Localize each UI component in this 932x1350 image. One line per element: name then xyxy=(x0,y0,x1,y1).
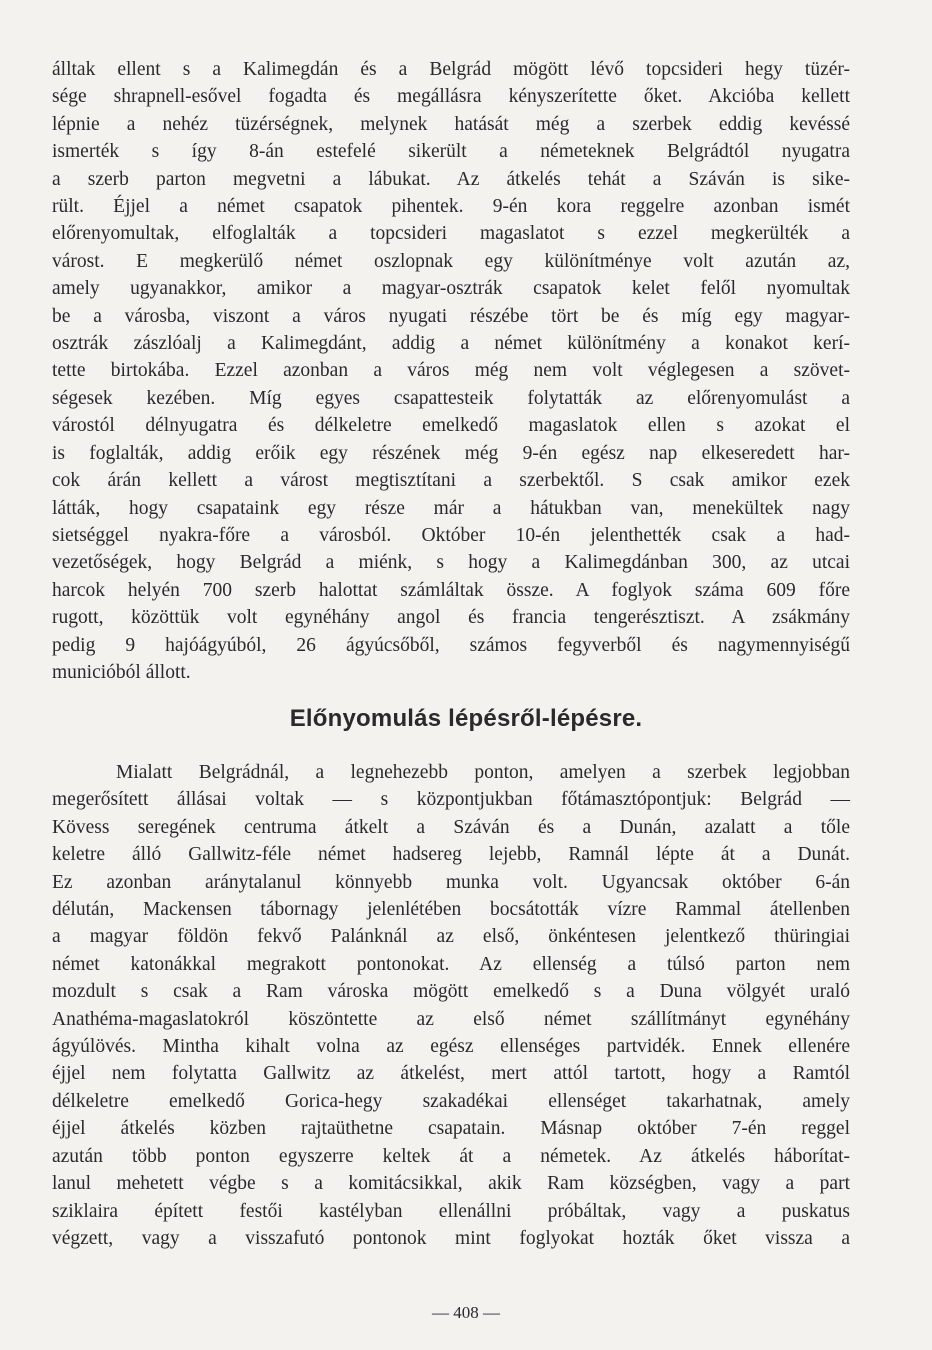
text-line: a magyar földön fekvő Palánknál az első, önkéntesen jelentkező thüringiai xyxy=(52,926,850,948)
text-line: várostól délnyugatra és délkeletre emelkedő magaslatok ellen s azokat el xyxy=(52,415,850,437)
text-line: a szerb parton megvetni a lábukat. Az átkelés tehát a Száván is sike- xyxy=(52,168,850,190)
text-line: éjjel nem folytatta Gallwitz az átkelést, mert attól tartott, hogy a Ramtól xyxy=(52,1063,850,1085)
text-line: is foglalták, addig erőik egy részének még 9-én egész nap elkeseredett har- xyxy=(52,442,850,464)
text-line: harcok helyén 700 szerb halottat számláltak össze. A foglyok száma 609 főre xyxy=(52,579,850,601)
text-line: amely ugyanakkor, amikor a magyar-osztrák csapatok kelet felől nyomultak xyxy=(52,278,850,300)
text-line: sietséggel nyakra-főre a városból. Október 10-én jelenthették csak a had- xyxy=(52,524,850,546)
text-line: megerősített állásai voltak — s központjukban főtámasztópontjuk: Belgrád — xyxy=(52,789,850,811)
text-line: pedig 9 hajóágyúból, 26 ágyúcsőből, számos fegyverből és nagymennyiségű xyxy=(52,634,850,656)
text-line: rült. Éjjel a német csapatok pihentek. 9-én kora reggelre azonban ismét xyxy=(52,196,850,218)
text-line: ágyúlövés. Mintha kihalt volna az egész ellenséges partvidék. Ennek ellenére xyxy=(52,1036,850,1058)
text-line: látták, hogy csapataink egy része már a hátukban van, menekültek nagy xyxy=(52,497,850,519)
text-line: ismerték s így 8-án estefelé sikerült a németeknek Belgrádtól nyugatra xyxy=(52,141,850,163)
text-line: végzett, vagy a visszafutó pontonok mint foglyokat hozták őket vissza a xyxy=(52,1227,850,1249)
text-line: német katonákkal megrakott pontonokat. Az ellenség a túlsó parton nem xyxy=(52,953,850,975)
text-line: azután több ponton egyszerre keltek át a németek. Az átkelés háborítat- xyxy=(52,1145,850,1167)
text-line: előrenyomultak, elfoglalták a topcsideri magaslatot s ezzel megkerülték a xyxy=(52,223,850,245)
text-line: Kövess seregének centruma átkelt a Száván és a Dunán, azalatt a tőle xyxy=(52,816,850,838)
text-line: sége shrapnell-esővel fogadta és megállásra kényszerítette őket. Akcióba kellett xyxy=(52,86,850,108)
text-line: éjjel átkelés közben rajtaüthetne csapatain. Másnap október 7-én reggel xyxy=(52,1118,850,1140)
text-line: várost. E megkerülő német oszlopnak egy különítménye volt azután az, xyxy=(52,250,850,272)
section-heading: Előnyomulás lépésről-lépésre. xyxy=(289,705,643,732)
text-line: rugott, közöttük volt egynéhány angol és francia tengerésztiszt. A zsákmány xyxy=(52,607,850,629)
text-line: cok árán kellett a várost megtisztítani a szerbektől. S csak amikor ezek xyxy=(52,470,850,492)
text-line: sziklaira épített festői kastélyban ellenállni próbáltak, vagy a puskatus xyxy=(52,1200,850,1222)
text-line: ségesek kezében. Míg egyes csapattesteik folytatták az előrenyomulást a xyxy=(52,387,850,409)
paragraph-2 xyxy=(52,759,850,1252)
text-line: tette birtokába. Ezzel azonban a város még nem volt véglegesen a szövet- xyxy=(52,360,850,382)
text-line: lépnie a nehéz tüzérségnek, melynek hatását még a szerbek eddig kevéssé xyxy=(52,113,850,135)
text-line: osztrák zászlóalj a Kalimegdánt, addig a német különítmény a konakot kerí- xyxy=(52,333,850,355)
paragraph-1 xyxy=(52,56,850,686)
text-line: Mialatt Belgrádnál, a legnehezebb ponton, amelyen a szerbek legjobban xyxy=(116,762,850,783)
text-line: keletre álló Gallwitz-féle német hadsereg lejebb, Ramnál lépte át a Dunát. xyxy=(52,844,850,866)
text-line: vezetőségek, hogy Belgrád a miénk, s hogy a Kalimegdánban 300, az utcai xyxy=(52,552,850,574)
text-line: álltak ellent s a Kalimegdán és a Belgrád mögött lévő topcsideri hegy tüzér- xyxy=(52,59,850,80)
text-line: lanul mehetett végbe s a komitácsikkal, akik Ram községben, vagy a part xyxy=(52,1173,850,1195)
text-line: be a városba, viszont a város nyugati részébe tört be és míg egy magyar- xyxy=(52,305,850,327)
text-line: municióból állott. xyxy=(52,661,191,683)
text-line: Anathéma-magaslatokról köszöntette az első német szállítmányt egynéhány xyxy=(52,1008,850,1030)
text-line: mozdult s csak a Ram városka mögött emelkedő s a Duna völgyét uraló xyxy=(52,981,850,1003)
text-line: délután, Mackensen tábornagy jelenlétében bocsátották vízre Rammal átellenben xyxy=(52,899,850,921)
text-line: délkeletre emelkedő Gorica-hegy szakadékai ellenséget takarhatnak, amely xyxy=(52,1090,850,1112)
text-line: Ez azonban aránytalanul könnyebb munka volt. Ugyancsak október 6-án xyxy=(52,871,850,893)
page-number: — 408 — xyxy=(432,1303,500,1322)
